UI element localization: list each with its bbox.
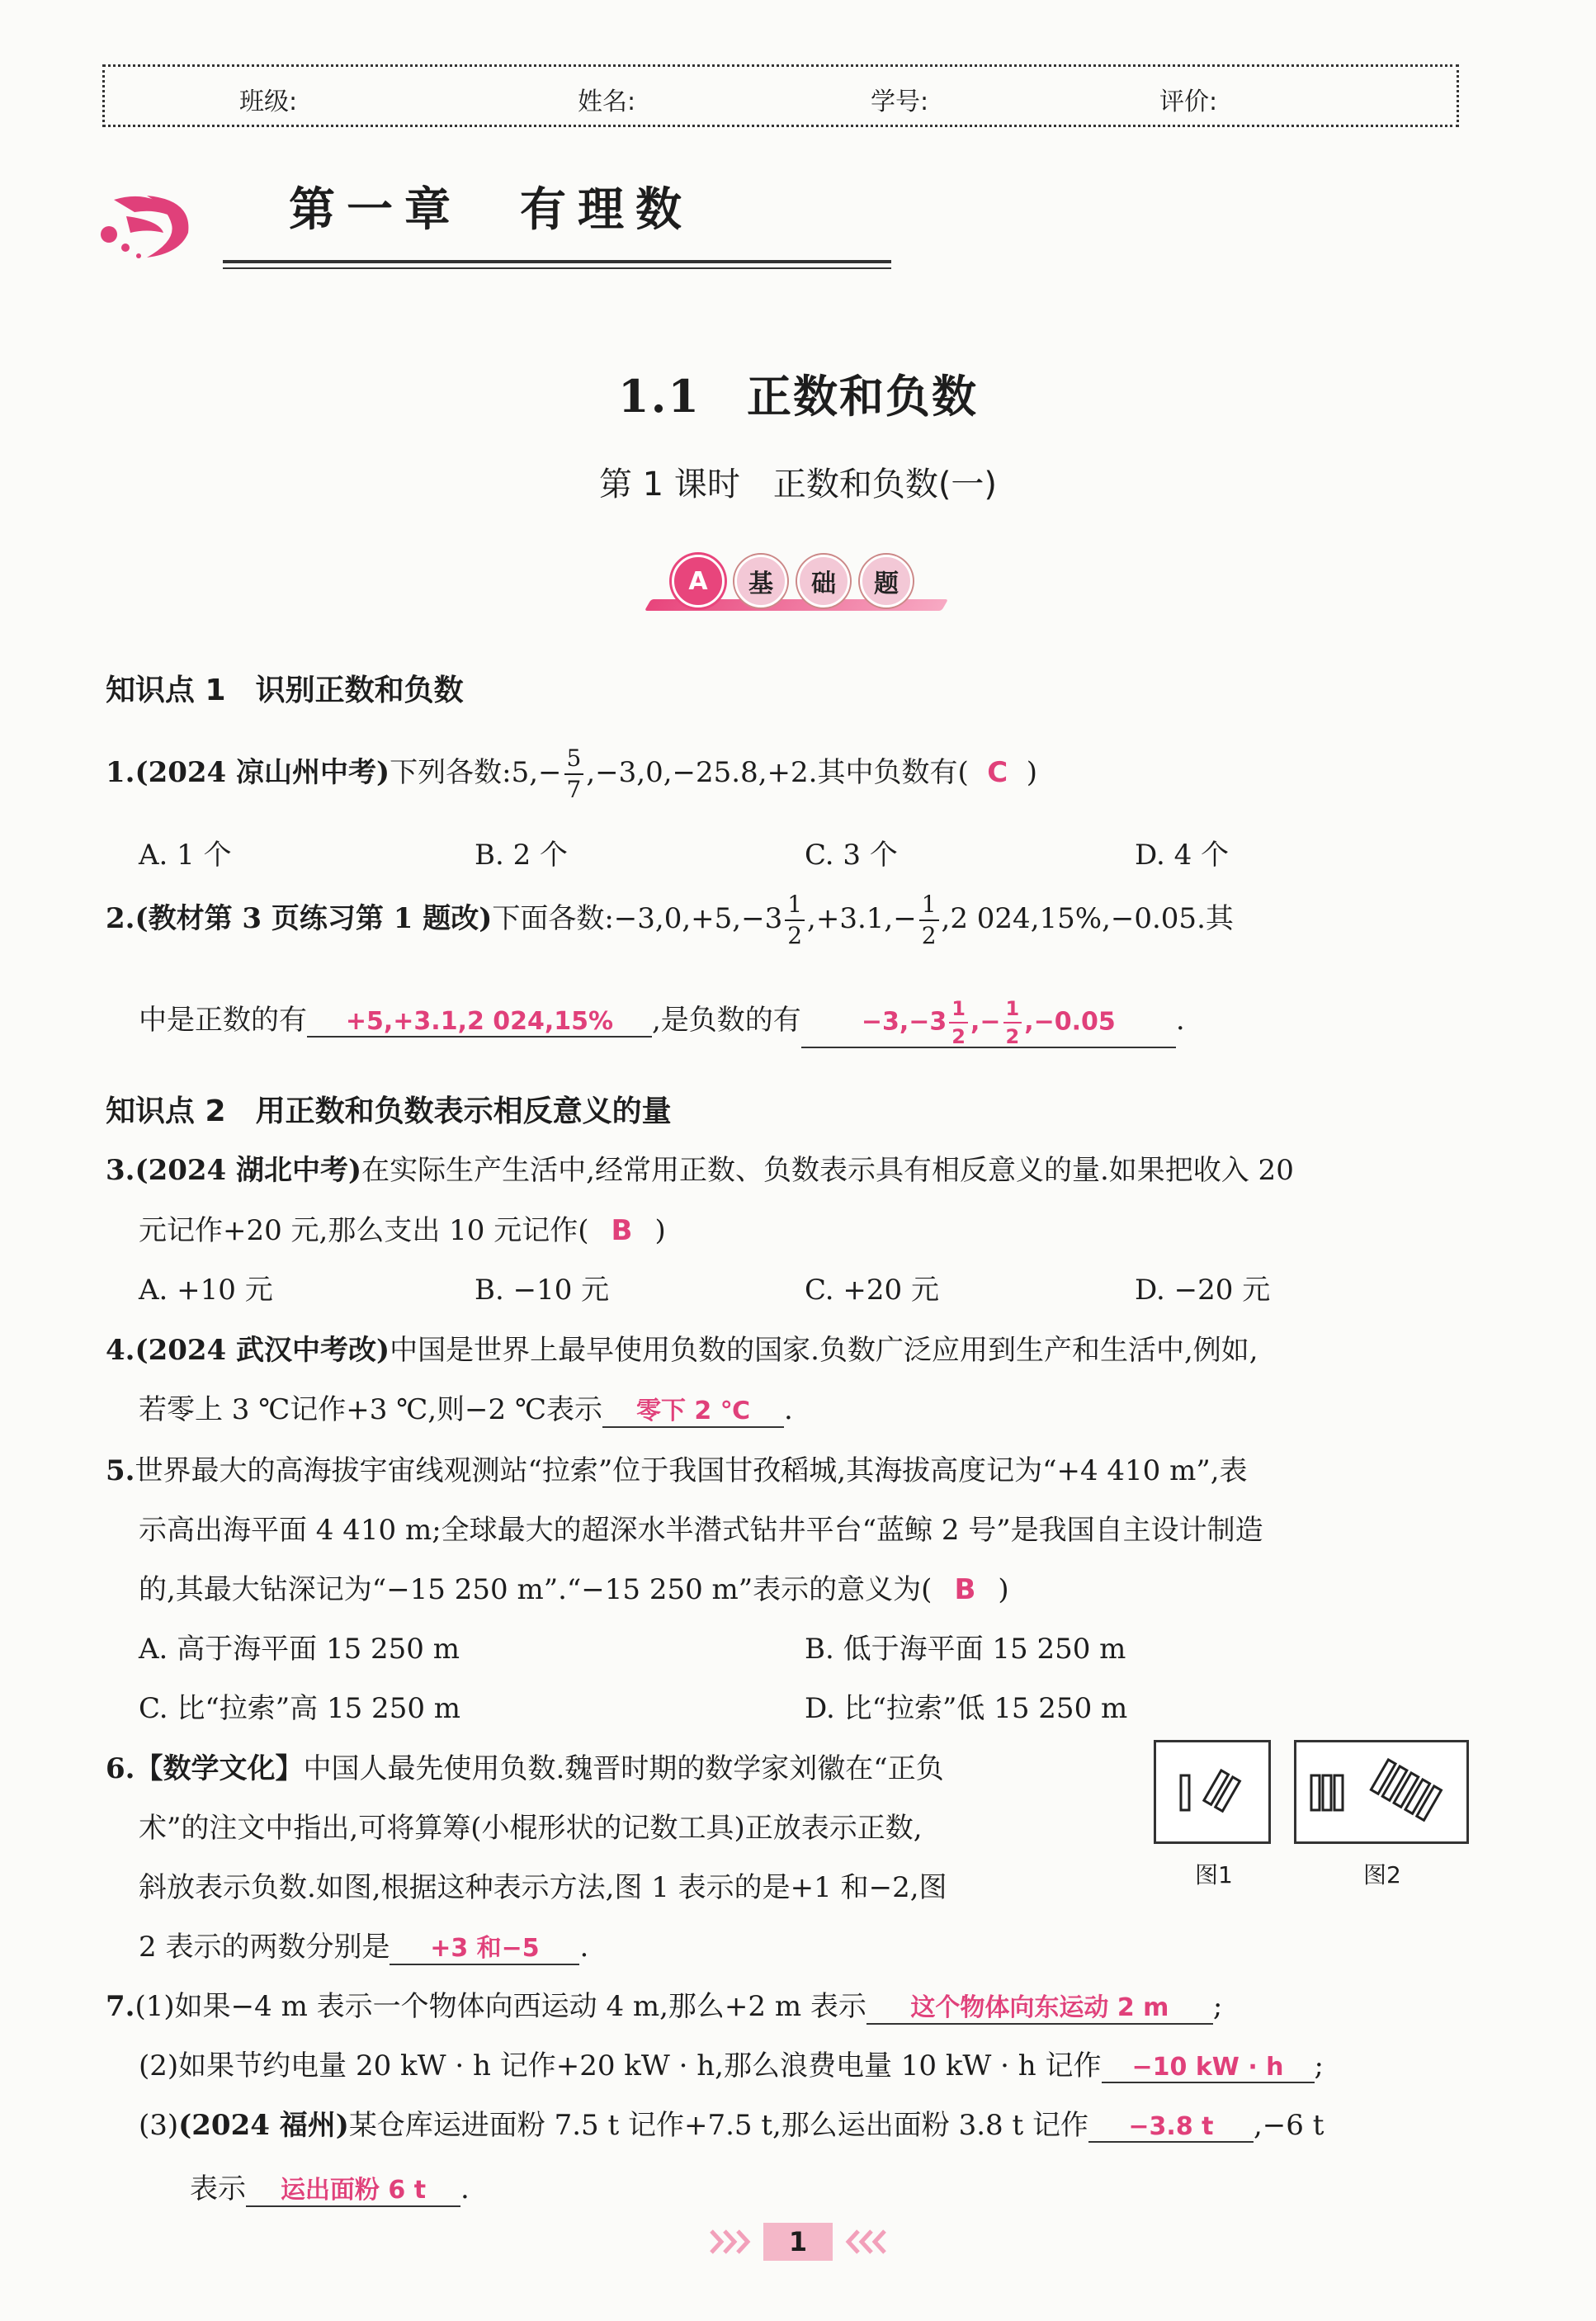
question-source: (2024 湖北中考) [135, 1154, 362, 1187]
question-number: 7. [106, 1990, 135, 2023]
option-a: A. 高于海平面 15 250 m [139, 1633, 460, 1666]
name-label: 姓名: [578, 87, 636, 116]
knowledge-point-1: 知识点 1 识别正数和负数 [106, 674, 464, 707]
answer: −10 kW · h [1102, 2053, 1315, 2083]
option-d: D. 比“拉索”低 15 250 m [805, 1692, 1128, 1725]
question-source: (教材第 3 页练习第 1 题改) [135, 902, 493, 935]
question-7-part-1: 7.(1)如果−4 m 表示一个物体向西运动 4 m,那么+2 m 表示 这个物体向东运动 2 m ; [106, 1983, 1222, 2025]
question-source: (2024 福州) [178, 2109, 349, 2142]
question-5: 5.世界最大的高海拔宇宙线观测站“拉索”位于我国甘孜稻城,其海拔高度记为“+4 410 m”,表 [106, 1454, 1248, 1487]
option-a: A. +10 元 [139, 1274, 273, 1307]
answer: −3.8 t [1088, 2112, 1254, 2143]
question-7-part-2: (2)如果节约电量 20 kW · h 记作+20 kW · h,那么浪费电量 10 kW · h 记作 −10 kW · h ; [139, 2049, 1324, 2082]
option-a: A. 1 个 [139, 839, 232, 872]
question-number: 1. [106, 756, 135, 789]
figure-1-caption: 图1 [1195, 1861, 1233, 1888]
question-number: 4. [106, 1334, 135, 1367]
option-b: B. −10 元 [475, 1274, 610, 1307]
question-2-line-2: 中是正数的有 +5,+3.1,2 024,15% ,是负数的有 −3,−3 $\frac{1}{2}$ ,− $\frac{1}{2}$ ,−0.05 . [139, 996, 1185, 1048]
question-1: 1.(2024 凉山州中考)下列各数:5,− $\frac{5}{7}$ ,−3,0,−25.8,+2.其中负数有( C ) [106, 745, 1037, 803]
option-c: C. 3 个 [805, 839, 898, 872]
answer: 零下 2 ℃ [602, 1390, 784, 1428]
badge-char: 题 [860, 555, 913, 607]
question-2: 2.(教材第 3 页练习第 1 题改)下面各数:−3,0,+5,−3 $\frac{1}{2}$ ,+3.1,− $\frac{1}{2}$ ,2 024,15%,−0.05.其 [106, 891, 1234, 949]
option-b: B. 2 个 [475, 839, 569, 872]
question-number: 3. [106, 1154, 135, 1187]
question-source: 【数学文化】 [135, 1752, 304, 1785]
question-text: ,−3,0,−25.8,+2.其中负数有( [586, 756, 969, 789]
badge-char: 基 [734, 555, 787, 607]
badge-letter: A [672, 555, 725, 607]
answer: 运出面粉 6 t [246, 2169, 460, 2207]
answer: +3 和−5 [390, 1927, 579, 1965]
figure-2-caption: 图2 [1363, 1861, 1401, 1888]
option-c: C. +20 元 [805, 1274, 939, 1307]
question-6-line-2: 术”的注文中指出,可将算筹(小棍形状的记数工具)正放表示正数, [139, 1812, 923, 1845]
class-label: 班级: [239, 87, 298, 116]
question-number: 2. [106, 902, 135, 935]
option-c: C. 比“拉索”高 15 250 m [139, 1692, 461, 1725]
question-7-part-3: (3)(2024 福州)某仓库运进面粉 7.5 t 记作+7.5 t,那么运出面粉 3.8 t 记作 −3.8 t ,−6 t [139, 2109, 1324, 2142]
badge-char: 础 [797, 555, 850, 607]
basic-questions-badge [668, 555, 924, 609]
option-d: D. 4 个 [1135, 839, 1230, 872]
answer: C [987, 756, 1008, 789]
page-number: 1 [763, 2223, 833, 2261]
question-7-part-3-line-2: 表示 运出面粉 6 t . [190, 2166, 470, 2207]
student-id-label: 学号: [871, 87, 929, 116]
knowledge-point-2: 知识点 2 用正数和负数表示相反意义的量 [106, 1094, 672, 1128]
question-text: 下列各数:5,− [390, 756, 562, 789]
answer-positive: +5,+3.1,2 024,15% [307, 1007, 652, 1038]
answer: B [954, 1573, 976, 1606]
question-4-line-2: 若零上 3 ℃记作+3 ℃,则−2 ℃表示 零下 2 ℃ . [139, 1387, 793, 1428]
chapter-underline-thin [223, 267, 891, 269]
question-source: (2024 凉山州中考) [135, 756, 390, 789]
evaluation-label: 评价: [1159, 87, 1218, 116]
chapter-title: 第一章 有理数 [289, 182, 693, 237]
section-title: 1.1 正数和负数 [618, 370, 978, 423]
figure-1 [1154, 1740, 1271, 1844]
option-b: B. 低于海平面 15 250 m [805, 1633, 1126, 1666]
fraction: $\frac{5}{7}$ [564, 747, 584, 801]
lesson-title: 第 1 课时 正数和负数(一) [598, 466, 998, 503]
question-4: 4.(2024 武汉中考改)中国是世界上最早使用负数的国家.负数广泛应用到生产和生活中,例如, [106, 1334, 1258, 1367]
question-source: (2024 武汉中考改) [135, 1334, 390, 1367]
question-6: 6.【数学文化】中国人最先使用负数.魏晋时期的数学家刘徽在“正负 [106, 1752, 944, 1785]
figure-2 [1294, 1740, 1469, 1844]
question-3: 3.(2024 湖北中考)在实际生产生活中,经常用正数、负数表示具有相反意义的量.如果把收入 20 [106, 1154, 1294, 1187]
answer: B [611, 1214, 633, 1247]
counting-rods-figure-1 [1156, 1742, 1268, 1841]
question-5-line-3: 的,其最大钻深记为“−15 250 m”.“−15 250 m”表示的意义为( B ) [139, 1573, 1009, 1606]
option-d: D. −20 元 [1135, 1274, 1271, 1307]
student-info-box [102, 64, 1459, 127]
answer: 这个物体向东运动 2 m [866, 1987, 1213, 2025]
chapter-swirl-icon [97, 183, 205, 266]
question-6-line-4: 2 表示的两数分别是 +3 和−5 . [139, 1924, 588, 1965]
question-5-line-2: 示高出海平面 4 410 m;全球最大的超深水半潜式钻井平台“蓝鲸 2 号”是我国自主设计制造 [139, 1514, 1263, 1547]
counting-rods-figure-2 [1296, 1742, 1466, 1841]
question-3-line-2: 元记作+20 元,那么支出 10 元记作( B ) [139, 1214, 666, 1247]
chapter-underline [223, 260, 891, 263]
question-6-line-3: 斜放表示负数.如图,根据这种表示方法,图 1 表示的是+1 和−2,图 [139, 1871, 947, 1904]
question-number: 5. [106, 1454, 135, 1487]
answer-negative: −3,−3 $\frac{1}{2}$ ,− $\frac{1}{2}$ ,−0.05 [801, 999, 1176, 1048]
question-number: 6. [106, 1752, 135, 1785]
